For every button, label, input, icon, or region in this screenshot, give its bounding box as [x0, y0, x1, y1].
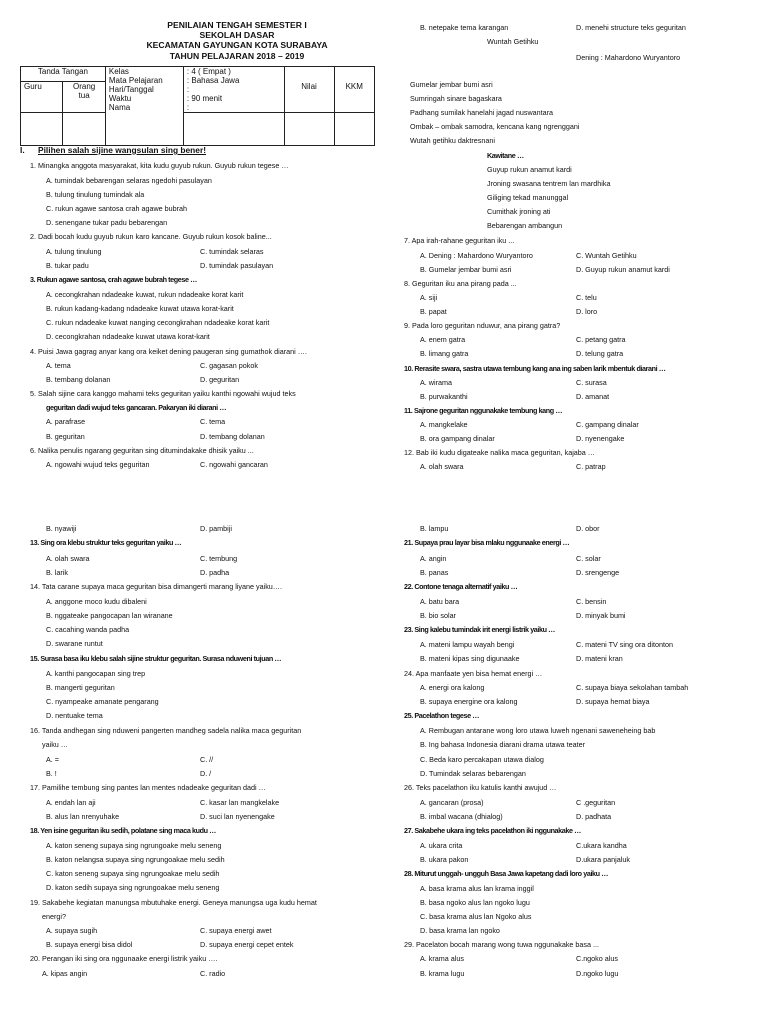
title-line-4: TAHUN PELAJARAN 2018 – 2019 [169, 51, 305, 61]
option-6b: B. netepake tema karangan [420, 23, 509, 32]
option-20c: C. radio [200, 969, 226, 978]
option-27a: A. ukara crita [420, 841, 463, 850]
question-16-line-1: 16. Tanda andhegan sing nduweni pangerten mandheg sadela nalika maca geguritan [30, 726, 302, 735]
option-16b: B. ! [46, 769, 57, 778]
option-17b: B. alus lan nrenyuhake [46, 812, 120, 821]
option-22c: C. bensin [576, 597, 607, 606]
option-12d: D. pambiji [200, 524, 232, 533]
option-17d: D. suci lan nyenengake [200, 812, 275, 821]
poem-line-1: Gumelar jembar bumi asri [410, 80, 493, 89]
option-2c: C. tumindak selaras [200, 247, 264, 256]
nilai-header [284, 67, 334, 82]
option-5b: B. geguritan [46, 432, 85, 441]
title-line-3: KECAMATAN GAYUNGAN KOTA SURABAYA [146, 40, 328, 50]
poem-author: Dening : Mahardono Wuryantoro [576, 53, 681, 62]
option-18b: B. katon nelangsa supaya sing ngrungoakae melu sedih [46, 855, 225, 864]
option-26b: B. imbal wacana (dhialog) [420, 812, 503, 821]
guru-sign-cell [21, 113, 63, 146]
option-25c: C. Beda karo percakapan utawa dialog [420, 755, 544, 764]
question-25: 25. Pacelathon tegese … [404, 711, 480, 720]
poem-line-4: Ombak – ombak samodra, kencana kang ngrenggani [410, 122, 580, 131]
option-27c: C.ukara kandha [576, 841, 627, 850]
question-17: 17. Pamilihe tembung sing pantes lan mentes ndadeake geguritan dadi … [30, 783, 266, 792]
option-16a: A. = [46, 755, 59, 764]
kkm-header [334, 67, 374, 82]
option-6a: A. ngowahi wujud teks geguritan [46, 460, 150, 469]
tanda-tangan-header: Tanda Tangan [21, 67, 106, 82]
question-13: 13. Sing ora klebu struktur teks geguritan yaiku … [30, 538, 182, 547]
option-23b: B. mateni kipas sing digunaake [420, 654, 520, 663]
option-5d: D. tembang dolanan [200, 432, 265, 441]
option-19b: B. supaya energi bisa didol [46, 940, 133, 949]
option-20b: B. lampu [420, 524, 449, 533]
question-26: 26. Teks pacelathon iku katulis kanthi awujud … [404, 783, 557, 792]
option-1b: B. tulung tinulung tumindak ala [46, 190, 145, 199]
option-4a: A. tema [46, 361, 71, 370]
option-11c: C. gampang dinalar [576, 420, 639, 429]
option-20d: D. obor [576, 524, 600, 533]
option-2a: A. tulung tinulung [46, 247, 102, 256]
option-10d: D. amanat [576, 392, 610, 401]
kkm-label: KKM [334, 82, 374, 113]
title-line-2: SEKOLAH DASAR [199, 30, 275, 40]
section-number: I. [20, 145, 25, 155]
question-24: 24. Apa manfaate yen bisa hemat energi … [404, 669, 543, 678]
option-23a: A. mateni lampu wayah bengi [420, 640, 515, 649]
question-8: 8. Geguritan iku ana pirang pada ... [404, 279, 517, 288]
poem-line-7: Guyup rukun anamut kardi [487, 165, 572, 174]
option-13d: D. padha [200, 568, 230, 577]
identity-table [20, 66, 375, 146]
question-5-line-2: geguritan dadi wujud teks gancaran. Pakaryan iki diarani … [46, 403, 227, 412]
option-9a: A. enem gatra [420, 335, 466, 344]
option-3c: C. rukun ndadeake kuwat nanging cecongkrahan ndadeake korat karit [46, 318, 270, 327]
option-29c: C.ngoko alus [576, 954, 618, 963]
option-8c: C. telu [576, 293, 597, 302]
option-4b: B. tembang dolanan [46, 375, 111, 384]
labels-cell: Kelas Mata Pelajaran Hari/Tanggal Waktu Nama [105, 67, 183, 113]
option-8d: D. loro [576, 307, 598, 316]
option-26c: C .geguritan [576, 798, 616, 807]
option-21b: B. panas [420, 568, 449, 577]
question-1: 1. Minangka anggota masyarakat, kita kudu guyub rukun. Guyub rukun tegese … [30, 161, 289, 170]
question-5-line-1: 5. Salah sijine cara kanggo mahami teks geguritan yaiku kanthi ngowahi wujud teks [30, 389, 296, 398]
option-21d: D. srengenge [576, 568, 620, 577]
option-8b: B. papat [420, 307, 447, 316]
option-27d: D.ukara panjaluk [576, 855, 630, 864]
option-5c: C. tema [200, 417, 226, 426]
option-11a: A. mangkelake [420, 420, 468, 429]
poem-line-8: Jroning swasana tentrem lan mardhika [487, 179, 611, 188]
question-21: 21. Supaya prau layar bisa mlaku nggunaake energi … [404, 538, 570, 547]
option-19c: C. supaya energi awet [200, 926, 272, 935]
option-17a: A. endah lan aji [46, 798, 96, 807]
option-28c: C. basa krama alus lan Ngoko alus [420, 912, 532, 921]
option-19d: D. supaya energi cepet entek [200, 940, 294, 949]
question-22: 22. Contone tenaga alternatif yaiku … [404, 582, 518, 591]
labels-cell-empty [105, 113, 183, 146]
title-line-1: PENILAIAN TENGAH SEMESTER I [167, 20, 307, 30]
option-5a: A. parafrase [46, 417, 86, 426]
question-12: 12. Bab iki kudu digateake nalika maca geguritan, kajaba … [404, 448, 595, 457]
option-28b: B. basa ngoko alus lan ngoko lugu [420, 898, 530, 907]
option-15c: C. nyampeake amanate pengarang [46, 697, 159, 706]
option-4c: C. gagasan pokok [200, 361, 258, 370]
option-7d: D. Guyup rukun anamut kardi [576, 265, 670, 274]
option-10c: C. surasa [576, 378, 607, 387]
orang-tua-header: Orang tua [63, 82, 106, 113]
option-26d: D. padhata [576, 812, 612, 821]
question-28: 28. Miturut unggah- ungguh Basa Jawa kapetang dadi loro yaiku … [404, 869, 609, 878]
question-6: 6. Nalika penulis ngarang geguritan sing ditumindakake dhisik yaiku ... [30, 446, 254, 455]
guru-header: Guru [21, 82, 63, 113]
question-15: 15. Surasa basa iku klebu salah sijine struktur geguritan. Surasa nduweni tujuan … [30, 654, 282, 663]
question-9: 9. Pada loro geguritan nduwur, ana pirang gatra? [404, 321, 561, 330]
option-9d: D. telung gatra [576, 349, 624, 358]
option-13a: A. olah swara [46, 554, 90, 563]
question-3: 3. Rukun agawe santosa, crah agawe bubrah tegese … [30, 275, 197, 284]
option-14a: A. anggone moco kudu dibaleni [46, 597, 147, 606]
option-29b: B. krama lugu [420, 969, 465, 978]
option-22d: D. minyak bumi [576, 611, 626, 620]
question-4: 4. Puisi Jawa gagrag anyar kang ora keiket dening paugeran sing gumathok diarani …. [30, 347, 307, 356]
question-29: 29. Pacelaton bocah marang wong tuwa nggunakake basa ... [404, 940, 599, 949]
question-20: 20. Perangan iki sing ora nggunaake energi listrik yaiku …. [30, 954, 218, 963]
option-18c: C. katon seneng supaya sing ngrungoakae melu sedih [46, 869, 220, 878]
option-9c: C. petang gatra [576, 335, 626, 344]
option-21c: C. solar [576, 554, 601, 563]
question-23: 23. Sing kalebu tumindak irit energi listrik yaiku … [404, 625, 555, 634]
option-14d: D. swarane runtut [46, 639, 103, 648]
option-1c: C. rukun agawe santosa crah agawe bubrah [46, 204, 188, 213]
option-22b: B. bio solar [420, 611, 456, 620]
question-7: 7. Apa irah-rahane geguritan iku ... [404, 236, 515, 245]
option-12a: A. olah swara [420, 462, 464, 471]
option-6c: C. ngowahi gancaran [200, 460, 268, 469]
option-15b: B. mangerti geguritan [46, 683, 115, 692]
option-19a: A. supaya sugih [46, 926, 98, 935]
option-3b: B. rukun kadang-kadang ndadeake kuwat utawa korat-karit [46, 304, 234, 313]
option-24c: C. supaya biaya sekolahan tambah [576, 683, 689, 692]
option-10a: A. wirama [420, 378, 452, 387]
option-20a: A. kipas angin [42, 969, 88, 978]
option-29a: A. krama alus [420, 954, 464, 963]
option-28a: A. basa krama alus lan krama inggil [420, 884, 534, 893]
poem-line-11: Bebarengan ambangun [487, 221, 563, 230]
option-25b: B. Ing bahasa Indonesia diarani drama utawa teater [420, 740, 586, 749]
option-24b: B. supaya energine ora kalong [420, 697, 518, 706]
poem-line-3: Padhang sumilak hanelahi jagad nuswantara [410, 108, 554, 117]
question-14: 14. Tata carane supaya maca geguritan bisa dimangerti marang liyane yaiku…. [30, 582, 282, 591]
option-29d: D.ngoko lugu [576, 969, 619, 978]
nilai-label: Nilai [284, 82, 334, 113]
option-10b: B. purwakanthi [420, 392, 468, 401]
nilai-cell [284, 113, 334, 146]
poem-line-9: Giliging tekad manunggal [487, 193, 569, 202]
option-18a: A. katon seneng supaya sing ngrungoake melu seneng [46, 841, 222, 850]
option-6d: D. menehi structure teks geguritan [576, 23, 686, 32]
option-24a: A. energi ora kalong [420, 683, 485, 692]
option-7a: A. Dening : Mahardono Wuryantoro [420, 251, 533, 260]
option-7c: C. Wuntah Getihku [576, 251, 637, 260]
poem-line-2: Sumringah sinare bagaskara [410, 94, 502, 103]
question-2: 2. Dadi bocah kudu guyub rukun karo kancane. Guyub rukun kosok baline... [30, 232, 272, 241]
question-19-line-1: 19. Sakabehe kegiatan manungsa mbutuhake energi. Geneya manungsa uga kudu hemat [30, 898, 317, 907]
option-1a: A. tumindak bebarengan selaras ngedohi pasulayan [46, 176, 212, 185]
poem-line-10: Cumithak jroning ati [487, 207, 551, 216]
kkm-cell [334, 113, 374, 146]
option-23d: D. mateni kran [576, 654, 623, 663]
option-14b: B. nggateake pangocapan lan wiranane [46, 611, 173, 620]
question-27: 27. Sakabehe ukara ing teks pacelathon iki nggunakake … [404, 826, 581, 835]
option-8a: A. siji [420, 293, 438, 302]
option-14c: C. cacahing wanda padha [46, 625, 130, 634]
option-7b: B. Gumelar jembar bumi asri [420, 265, 512, 274]
option-24d: D. supaya hemat biaya [576, 697, 650, 706]
option-9b: B. limang gatra [420, 349, 469, 358]
option-16c: C. // [200, 755, 214, 764]
option-25a: A. Rembugan antarane wong loro utawa luweh ngenani saweneheing bab [420, 726, 656, 735]
option-12c: C. patrap [576, 462, 606, 471]
option-16d: D. / [200, 769, 212, 778]
option-4d: D. geguritan [200, 375, 240, 384]
option-26a: A. gancaran (prosa) [420, 798, 484, 807]
values-cell-empty [183, 113, 284, 146]
option-2d: D. tumindak pasulayan [200, 261, 274, 270]
option-15d: D. nentuake tema [46, 711, 103, 720]
question-10: 10. Rerasite swara, sastra utawa tembung kang ana ing saben larik mbentuk diarani … [404, 364, 666, 373]
option-1d: D. senengane tukar padu bebarengan [46, 218, 168, 227]
orang-tua-sign-cell [63, 113, 106, 146]
poem-title: Wuntah Getihku [487, 37, 539, 46]
option-28d: D. basa krama lan ngoko [420, 926, 500, 935]
option-27b: B. ukara pakon [420, 855, 469, 864]
option-3d: D. cecongkrahan ndadeake kuwat utawa korat-karit [46, 332, 210, 341]
option-17c: C. kasar lan mangkelake [200, 798, 280, 807]
question-19-line-2: energi? [42, 912, 66, 921]
poem-line-5: Wutah getihku daktresnani [410, 136, 495, 145]
option-23c: C. mateni TV sing ora ditonton [576, 640, 673, 649]
option-13c: C. tembung [200, 554, 238, 563]
option-12b: B. nyawiji [46, 524, 77, 533]
option-22a: A. batu bara [420, 597, 460, 606]
question-18: 18. Yen isine geguritan iku sedih, polatane sing maca kudu … [30, 826, 216, 835]
question-11: 11. Sajrone geguritan nggunakake tembung kang … [404, 406, 563, 415]
option-11b: B. ora gampang dinalar [420, 434, 495, 443]
option-2b: B. tukar padu [46, 261, 89, 270]
option-3a: A. cecongkrahan ndadeake kuwat, rukun ndadeake korat karit [46, 290, 244, 299]
option-21a: A. angin [420, 554, 447, 563]
option-18d: D. katon sedih supaya sing ngrungoakae melu seneng [46, 883, 220, 892]
question-16-line-2: yaiku … [42, 740, 68, 749]
values-cell: : 4 ( Empat ) : Bahasa Jawa : : 90 menit : [183, 67, 284, 113]
section-instruction: Pilihen salah sijine wangsulan sing bener! [38, 145, 207, 155]
poem-line-6: Kawitane … [487, 151, 524, 160]
option-13b: B. larik [46, 568, 68, 577]
option-15a: A. kanthi pangocapan sing trep [46, 669, 146, 678]
option-25d: D. Tumindak selaras bebarengan [420, 769, 526, 778]
option-11d: D. nyenengake [576, 434, 625, 443]
